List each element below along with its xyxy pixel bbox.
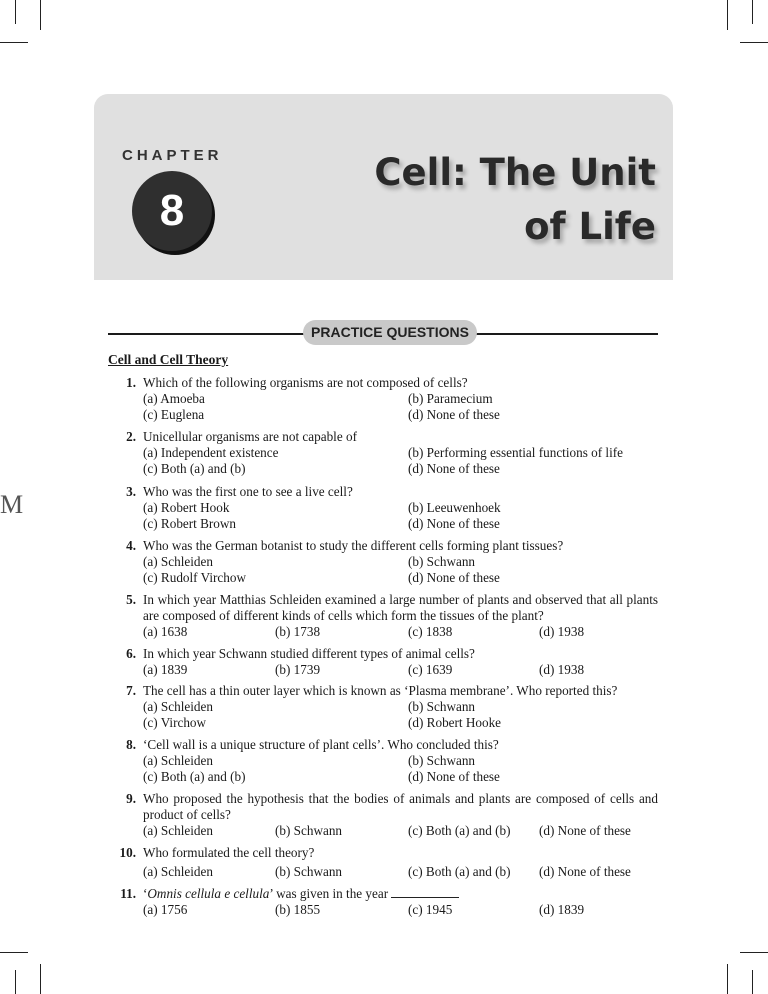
option: (d) None of these bbox=[408, 407, 500, 422]
crop-mark bbox=[752, 970, 753, 994]
option: (c) 1945 bbox=[408, 902, 453, 917]
option: (b) Performing essential functions of life bbox=[408, 445, 623, 460]
option: (d) Robert Hooke bbox=[408, 715, 502, 730]
question-text: ‘Cell wall is a unique structure of plant cells’. Who concluded this? bbox=[143, 737, 499, 752]
option: (b) 1739 bbox=[275, 662, 321, 677]
chapter-number-badge: 8 bbox=[132, 171, 212, 251]
option: (a) Schleiden bbox=[143, 753, 213, 768]
question-number: 8. bbox=[126, 737, 136, 752]
option: (a) 1638 bbox=[143, 624, 188, 639]
option: (c) Both (a) and (b) bbox=[408, 864, 511, 879]
divider-left bbox=[108, 333, 308, 335]
question-item bbox=[108, 791, 668, 839]
option: (a) Schleiden bbox=[143, 554, 213, 569]
question-text: Unicellular organisms are not capable of bbox=[143, 429, 357, 444]
crop-mark bbox=[740, 952, 768, 953]
option: (c) 1838 bbox=[408, 624, 453, 639]
crop-mark bbox=[752, 0, 753, 24]
option: (d) 1938 bbox=[539, 662, 585, 677]
option: (b) Paramecium bbox=[408, 391, 493, 406]
crop-mark bbox=[40, 0, 41, 30]
question-item bbox=[108, 484, 668, 532]
question-number: 10. bbox=[119, 845, 136, 860]
option: (a) Schleiden bbox=[143, 864, 213, 879]
option: (b) Schwann bbox=[408, 554, 476, 569]
crop-mark bbox=[727, 0, 728, 30]
option: (c) Rudolf Virchow bbox=[143, 570, 246, 585]
option: (d) None of these bbox=[408, 570, 500, 585]
option: (d) 1839 bbox=[539, 902, 585, 917]
question-item bbox=[108, 737, 668, 785]
crop-mark bbox=[15, 0, 16, 24]
question-item bbox=[108, 683, 668, 731]
option: (c) 1639 bbox=[408, 662, 453, 677]
question-item bbox=[108, 592, 668, 640]
option: (a) 1839 bbox=[143, 662, 188, 677]
option: (a) Schleiden bbox=[143, 823, 213, 838]
chapter-label: CHAPTER bbox=[122, 147, 223, 164]
option: (b) Schwann bbox=[275, 864, 343, 879]
option: (c) Euglena bbox=[143, 407, 205, 422]
question-number: 6. bbox=[126, 646, 136, 661]
question-number: 7. bbox=[126, 683, 136, 698]
question-number: 5. bbox=[126, 592, 136, 607]
chapter-title bbox=[296, 146, 656, 254]
question-number: 2. bbox=[126, 429, 136, 444]
italic-phrase: Omnis cellula e cellula bbox=[147, 886, 270, 901]
question-text: In which year Schwann studied different types of animal cells? bbox=[143, 646, 475, 661]
option: (c) Both (a) and (b) bbox=[143, 769, 246, 784]
question-text: ‘Omnis cellula e cellula’ was given in the year bbox=[143, 886, 459, 902]
option: (c) Robert Brown bbox=[143, 516, 237, 531]
option: (d) None of these bbox=[408, 516, 500, 531]
crop-mark bbox=[740, 42, 768, 43]
question-text: Who was the German botanist to study the different cells forming plant tissues? bbox=[143, 538, 564, 553]
option: (c) Virchow bbox=[143, 715, 207, 730]
crop-mark bbox=[0, 952, 28, 953]
option: (c) Both (a) and (b) bbox=[408, 823, 511, 838]
option: (b) Schwann bbox=[275, 823, 343, 838]
divider-right bbox=[472, 333, 658, 335]
option: (d) 1938 bbox=[539, 624, 585, 639]
option: (a) Robert Hook bbox=[143, 500, 230, 515]
option: (d) None of these bbox=[539, 823, 631, 838]
question-text: The cell has a thin outer layer which is known as ‘Plasma membrane’. Who reported this? bbox=[143, 683, 618, 698]
section-title: Cell and Cell Theory bbox=[108, 352, 229, 367]
answer-blank bbox=[391, 886, 459, 898]
question-item bbox=[108, 845, 668, 880]
side-margin-mark: M bbox=[0, 490, 24, 519]
crop-mark bbox=[727, 964, 728, 994]
option: (b) Leeuwenhoek bbox=[408, 500, 501, 515]
option: (b) Schwann bbox=[408, 753, 476, 768]
option: (a) Schleiden bbox=[143, 699, 213, 714]
option: (a) Amoeba bbox=[143, 391, 205, 406]
chapter-title-line1: Cell: The Unit bbox=[374, 151, 656, 194]
question-item bbox=[108, 886, 668, 918]
crop-mark bbox=[0, 42, 28, 43]
option: (a) 1756 bbox=[143, 902, 188, 917]
option: (b) 1855 bbox=[275, 902, 321, 917]
crop-mark bbox=[40, 964, 41, 994]
question-text: Which of the following organisms are not composed of cells? bbox=[143, 375, 468, 390]
practice-questions-heading: PRACTICE QUESTIONS bbox=[303, 320, 477, 345]
question-item bbox=[108, 646, 668, 678]
question-text: Who was the first one to see a live cell? bbox=[143, 484, 353, 499]
crop-mark bbox=[15, 970, 16, 994]
question-item bbox=[108, 538, 668, 586]
question-number: 11. bbox=[120, 886, 136, 901]
option: (b) Schwann bbox=[408, 699, 476, 714]
chapter-title-line2: of Life bbox=[524, 205, 656, 248]
option: (d) None of these bbox=[539, 864, 631, 879]
question-item bbox=[108, 375, 668, 423]
option: (d) None of these bbox=[408, 769, 500, 784]
question-text: Who proposed the hypothesis that the bodies of animals and plants are composed of cells and product of cells? bbox=[143, 791, 658, 822]
question-number: 4. bbox=[126, 538, 136, 553]
question-text: In which year Matthias Schleiden examined a large number of plants and observed that all plants are composed of different kinds of cells which form the tissues of the plant? bbox=[143, 592, 658, 623]
question-number: 9. bbox=[126, 791, 136, 806]
question-item bbox=[108, 429, 668, 477]
question-number: 1. bbox=[126, 375, 136, 390]
question-number: 3. bbox=[126, 484, 136, 499]
option: (c) Both (a) and (b) bbox=[143, 461, 246, 476]
option: (b) 1738 bbox=[275, 624, 321, 639]
question-text: Who formulated the cell theory? bbox=[143, 845, 315, 860]
option: (a) Independent existence bbox=[143, 445, 279, 460]
option: (d) None of these bbox=[408, 461, 500, 476]
